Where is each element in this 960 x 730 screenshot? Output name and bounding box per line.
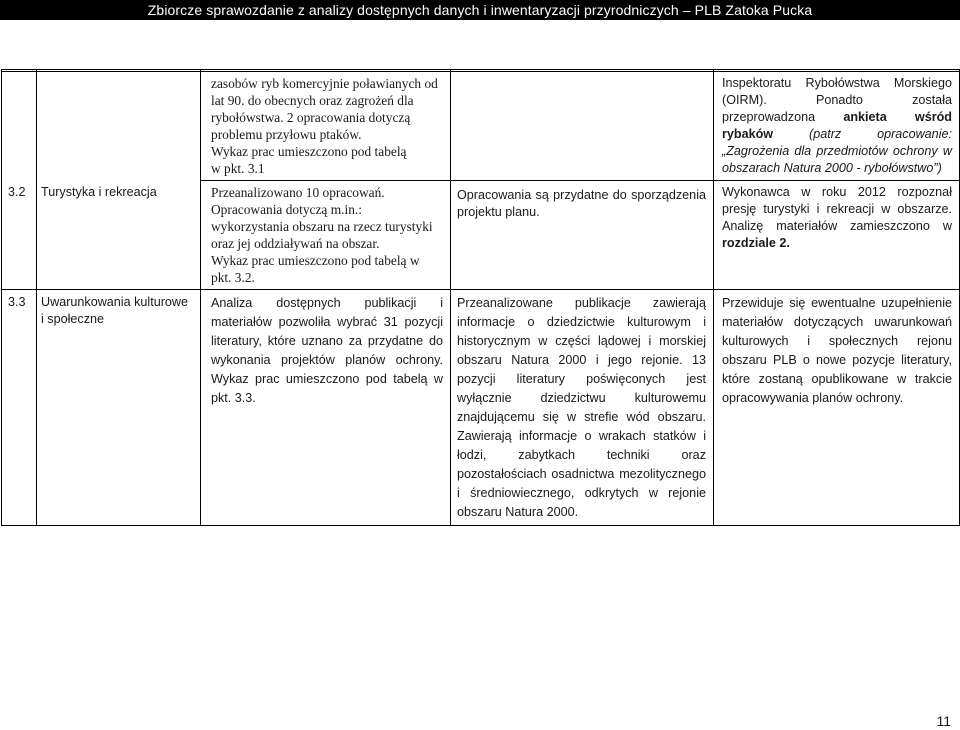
- topic-cell: [37, 72, 201, 181]
- materials-line: zasobów ryb komercyjnie poławianych od: [211, 76, 438, 91]
- materials-cell: [201, 72, 451, 181]
- row-number-cell: 3.3: [2, 290, 37, 526]
- materials-line: Wykaz prac umieszczono pod tabelą: [211, 144, 407, 159]
- row-number-cell: 3.2: [2, 181, 37, 290]
- remarks-cell: [714, 181, 960, 290]
- row-number-cell: [2, 72, 37, 181]
- materials-line: oraz jej oddziaływań na obszar.: [211, 236, 380, 251]
- materials-line: w pkt. 3.1: [211, 161, 265, 176]
- header-title: Zbiorcze sprawozdanie z analizy dostępnych danych i inwentaryzacji przyrodniczych – PLB Zatoka Pucka: [147, 2, 813, 18]
- materials-line: rybołówstwa. 2 opracowania dotyczą: [211, 110, 411, 125]
- materials-line: lat 90. do obecnych oraz zagrożeń dla: [211, 93, 414, 108]
- table-row: [2, 181, 960, 290]
- materials-cell: [201, 181, 451, 290]
- materials-line: Przeanalizowano 10 opracowań.: [211, 185, 385, 200]
- remarks-bold-text: rozdziale 2.: [722, 236, 790, 250]
- table-row: [2, 72, 960, 181]
- remarks-italic-text: (patrz opracowanie: „Zagrożenia dla przedmiotów ochrony w obszarach Natura 2000 - rybołówstwo”): [722, 127, 952, 175]
- page-number: 11: [936, 713, 951, 729]
- document-header: [0, 0, 960, 20]
- remarks-cell: Przewiduje się ewentualne uzupełnienie materiałów dotyczących uwarunkowań kulturowych i społecznych rejonu obszaru PLB o nowe pozycje literatury, które zostaną opublikowane w trakcie opracowywania planów ochrony.: [714, 290, 960, 526]
- table-row: [2, 290, 960, 526]
- usefulness-cell: Opracowania są przydatne do sporządzenia projektu planu.: [451, 181, 714, 290]
- materials-line: problemu przyłowu ptaków.: [211, 127, 362, 142]
- remarks-cell: [714, 72, 960, 181]
- materials-line: Wykaz prac umieszczono pod tabelą w: [211, 253, 420, 268]
- usefulness-cell: [451, 72, 714, 181]
- usefulness-cell: Przeanalizowane publikacje zawierają informacje o dziedzictwie kulturowym i historycznym w części lądowej i morskiej obszaru Natura 2000 i jego rejonie. 13 pozycji literatury poświęconych jest wyłącznie dziedzictwu kulturowemu znajdującemu się w strefie wód obszaru. Zawierają informacje o wrakach statków i łodzi, zabytkach techniki oraz pozostałościach osadnictwa mezolitycznego i średniowiecznego, odkrytych w rejonie obszaru Natura 2000.: [451, 290, 714, 526]
- materials-cell: Analiza dostępnych publikacji i materiałów pozwoliła wybrać 31 pozycji literatury, które uznano za przydatne do wykonania projektów planów ochrony. Wykaz prac umieszczono pod tabelą w pkt. 3.3.: [201, 290, 451, 526]
- remarks-text: Wykonawca w roku 2012 rozpoznał presję turystyki i rekreacji w obszarze. Analizę materiałów zamieszczono w: [722, 185, 952, 233]
- topic-cell: Turystyka i rekreacja: [37, 181, 201, 290]
- topic-cell: Uwarunkowania kulturowe i społeczne: [37, 290, 201, 526]
- materials-line: wykorzystania obszaru na rzecz turystyki: [211, 219, 433, 234]
- report-table: [1, 69, 960, 526]
- materials-line: pkt. 3.2.: [211, 270, 255, 285]
- remarks-text: Inspektoratu Rybołówstwa Morskiego (OIRM). Ponadto została przeprowadzona: [722, 76, 952, 124]
- remarks-bold-text: ankieta wśród rybaków: [722, 110, 952, 141]
- materials-line: Opracowania dotyczą m.in.:: [211, 202, 362, 217]
